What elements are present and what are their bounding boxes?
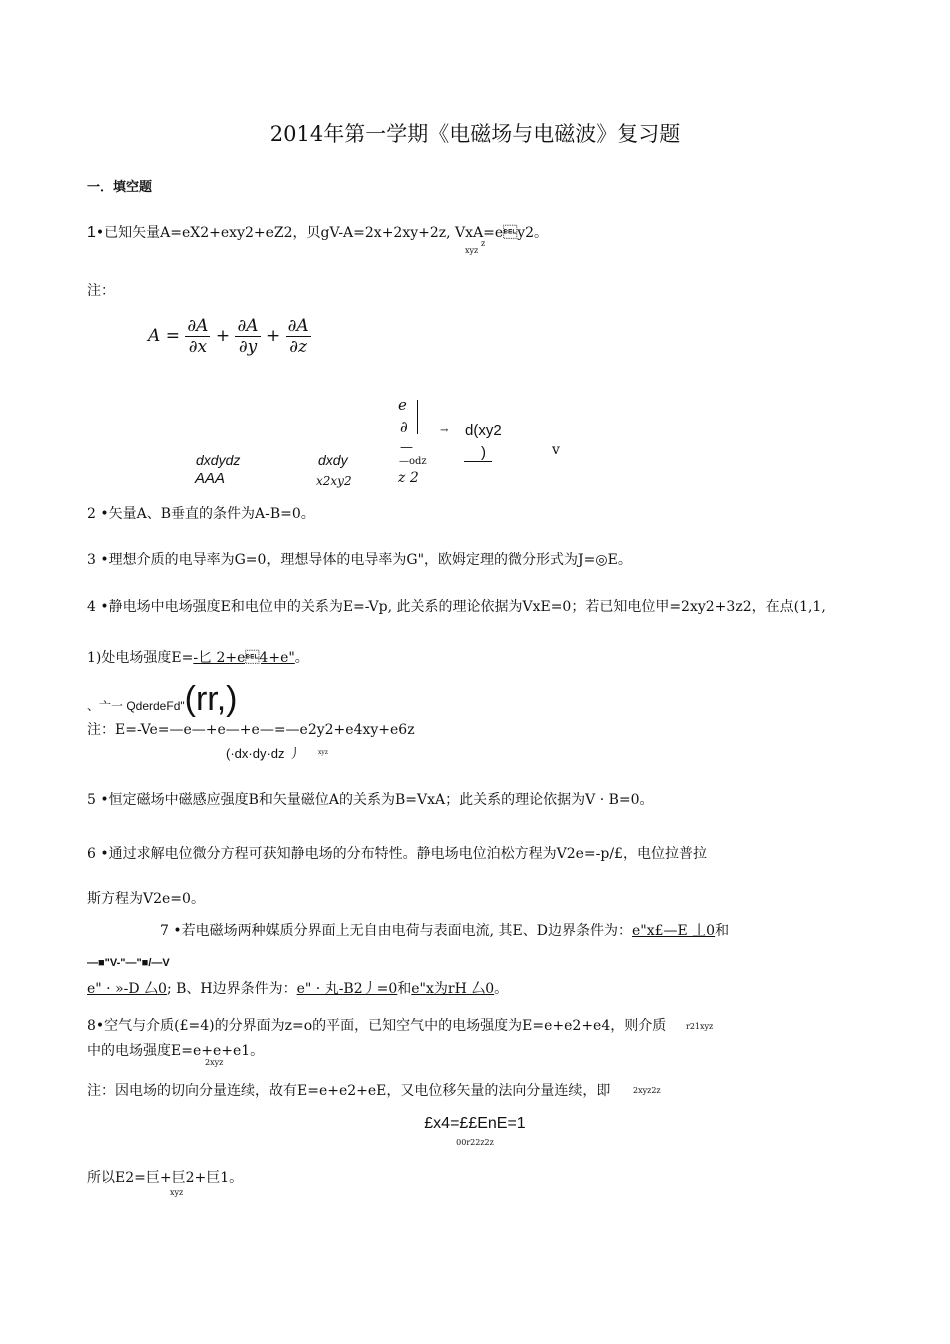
matrix-dxdy: dxdy — [318, 452, 348, 468]
page-title: 2014年第一学期《电磁场与电磁波》复习题 — [269, 122, 681, 146]
question-8: 8•空气与介质(£=4)的分界面为z=o的平面，已知空气中的电场强度为E=e+e2+e4，则介质 — [87, 1018, 667, 1034]
matrix-dxy2: d(xy2 — [465, 422, 502, 439]
question-3: 3 •理想介质的电导率为G=0，理想导体的电导率为G"，欧姆定理的微分形式为J=◎E。 — [87, 552, 632, 568]
q7-answer-2: e" · »-D 厶0 — [87, 981, 167, 997]
q7-and-2: 和 — [397, 981, 412, 997]
q7-answer-3: e" · 丸-B2丿=0 — [296, 981, 398, 997]
note2-pre: 、亠一 QderdeFd" — [87, 699, 185, 713]
question-6: 6 •通过求解电位微分方程可获知静电场的分布特性。静电场电位泊松方程为V2e=-p/£，电位拉普拉 — [87, 846, 707, 862]
question-7 — [160, 920, 729, 940]
final-line: 所以E2=巨+巨2+巨1。 — [87, 1170, 244, 1186]
q7-mid: ; B、H边界条件为： — [166, 981, 297, 997]
q7-and: 和 — [715, 923, 730, 939]
q1-superscript: z — [481, 239, 486, 248]
formula-eq: = — [165, 326, 180, 346]
matrix-partial: ∂ — [400, 418, 408, 436]
matrix-bar — [417, 400, 418, 434]
matrix-aaa: AAA — [195, 470, 226, 487]
q7-text: 7 •若电磁场两种媒质分界面上无自由电荷与表面电流, 其E、D边界条件为： — [160, 923, 632, 939]
center-equation: £x4=££EnE=1 — [424, 1115, 526, 1132]
note-2-header — [87, 680, 237, 719]
matrix-paren: ) — [481, 444, 486, 461]
note-2-tiny: xyz — [318, 749, 328, 756]
q7-garbled: —■"V-"—"■/—V — [87, 957, 170, 969]
question-1 — [87, 222, 548, 242]
question-8-line-2: 中的电场强度E=e+e+e1。 — [87, 1043, 265, 1059]
q8-tail: r21xyz — [686, 1022, 714, 1031]
q1-subscript: xyz — [465, 246, 479, 255]
question-4-line-2 — [87, 647, 309, 667]
note2-big: (rr,) — [184, 680, 238, 718]
center-equation-sub: 00r22z2z — [456, 1138, 494, 1147]
matrix-odz: —odz — [399, 456, 427, 467]
question-2: 2 •矢量A、B垂直的条件为A-B=0。 — [87, 506, 315, 522]
q1-text: •已知矢量A=eX2+exy2+eZ2，贝gV-A=2x+2xy+2z, VxA=ey2。 — [95, 225, 549, 241]
matrix-dxdydz: dxdydz — [196, 452, 241, 468]
plus-1: + — [215, 326, 231, 346]
q8-sub: 2xyz — [205, 1058, 224, 1067]
q7-answer-1: e"x£—E 丄0 — [631, 923, 716, 939]
matrix-e: e — [398, 396, 407, 414]
note-label: 注： — [87, 283, 115, 299]
q7-answer-4: e"x为rH 厶0 — [411, 981, 495, 997]
final-sub: xyz — [170, 1188, 184, 1197]
question-7-line-2 — [87, 978, 508, 998]
fraction-z: $\frac{\partial A}{\partial z}$ — [287, 316, 309, 357]
matrix-z2: z 2 — [398, 470, 419, 486]
arrow-icon: → — [440, 425, 449, 436]
formula-divergence — [148, 316, 311, 357]
fraction-x: $\frac{\partial A}{\partial x}$ — [187, 316, 209, 357]
question-5: 5 •恒定磁场中磁感应强度B和矢量磁位A的关系为B=VxA；此关系的理论依据为V · B=0。 — [87, 792, 654, 808]
q4-answer: -匕 2+e4+e" — [193, 650, 295, 666]
section-heading: 一．填空题 — [87, 179, 153, 194]
q4-field-label: 1)处电场强度E= — [87, 650, 194, 666]
note-2-sub: (·dx·dy·dz 丿 — [226, 746, 302, 761]
plus-2: + — [265, 326, 281, 346]
note-2-formula: 注：E=-Ve=—e—+e—+e—=—e2y2+e4xy+e6z — [87, 722, 415, 738]
q1-number: 1 — [87, 224, 96, 241]
matrix-underline — [464, 461, 492, 462]
formula-lhs: A — [148, 326, 161, 346]
q7-end: 。 — [494, 981, 509, 997]
matrix-x2xy2: x2xy2 — [316, 474, 352, 488]
note-3-tail: 2xyz2z — [633, 1086, 661, 1095]
matrix-v: v — [552, 442, 560, 458]
question-4: 4 •静电场中电场强度E和电位申的关系为E=-Vp, 此关系的理论依据为VxE=0；若已知电位甲=2xy2+3z2，在点(1,1, — [87, 599, 826, 615]
question-6-line-2: 斯方程为V2e=0。 — [87, 891, 205, 907]
q4-end: 。 — [294, 650, 309, 666]
matrix-dash: — — [400, 440, 413, 455]
note-3: 注：因电场的切向分量连续，故有E=e+e2+eE，又电位移矢量的法向分量连续，即 — [87, 1083, 611, 1099]
fraction-y: $\frac{\partial A}{\partial y}$ — [237, 316, 259, 357]
